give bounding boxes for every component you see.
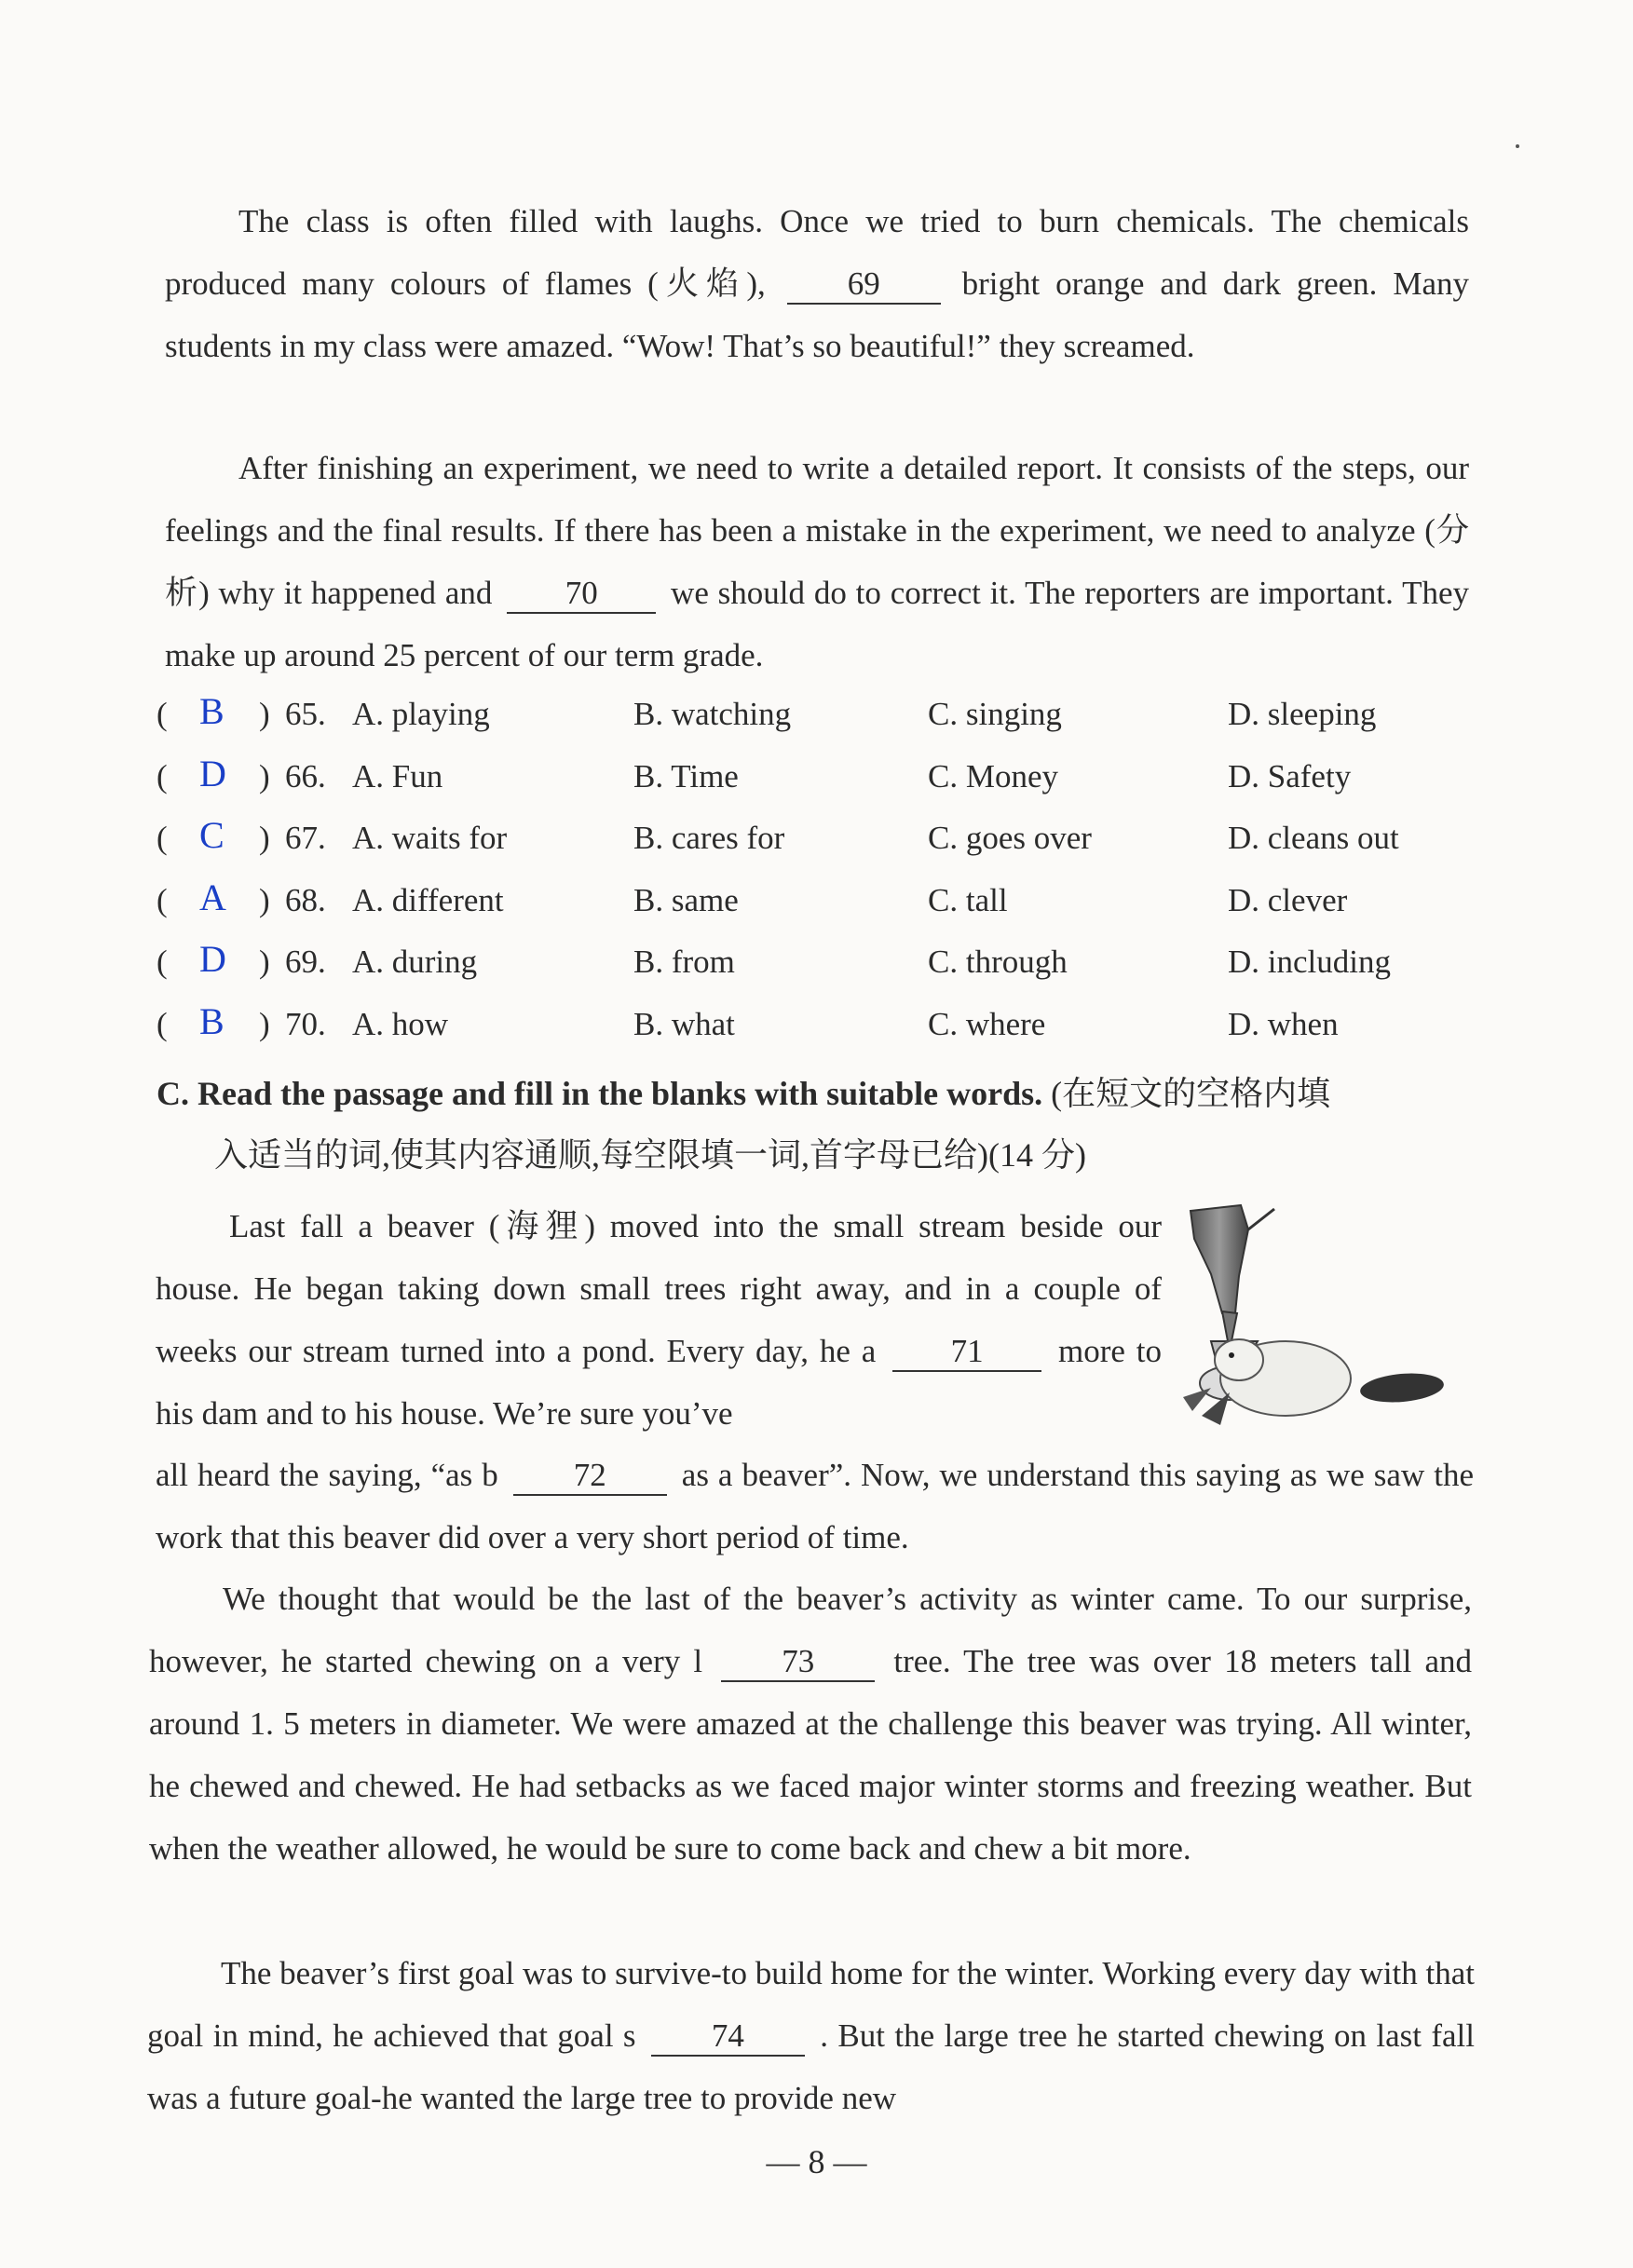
paragraph-text: more to his dam and to his house. We’re sure you’ve bbox=[156, 1333, 1163, 1432]
section-c-paragraph-1 bbox=[156, 1195, 1162, 1445]
answer-paren-open: ( bbox=[156, 1006, 168, 1042]
answer-paren-close: ) bbox=[259, 820, 270, 856]
blank-69[interactable]: 69 bbox=[787, 265, 941, 305]
option-b[interactable]: B. cares for bbox=[633, 820, 785, 856]
section-instruction: Read the passage and fill in the blanks with suitable words. bbox=[197, 1075, 1043, 1112]
option-a[interactable]: A. how bbox=[352, 1006, 449, 1042]
question-row-66 bbox=[156, 754, 1461, 799]
page-number: — 8 — bbox=[766, 2143, 867, 2180]
paragraph-text: We thought that would be the last of the beaver’s activity as winter came. To our surprise, however, he started chewing on a very l bbox=[149, 1581, 1472, 1679]
initial-letter: a bbox=[861, 1333, 877, 1369]
option-b[interactable]: B. from bbox=[633, 944, 735, 980]
option-d[interactable]: D. sleeping bbox=[1228, 696, 1377, 732]
paragraph-text: as a beaver”. Now, we understand this saying as we saw the work that this beaver did over a very short period of time. bbox=[156, 1457, 1474, 1555]
option-b[interactable]: B. Time bbox=[633, 758, 739, 794]
section-label: C. bbox=[156, 1075, 189, 1112]
question-number: 66. bbox=[285, 758, 326, 794]
question-row-67 bbox=[156, 816, 1461, 861]
option-a[interactable]: A. waits for bbox=[352, 820, 508, 856]
answer-mark[interactable]: D bbox=[199, 938, 226, 980]
paragraph-text: After finishing an experiment, we need to write a detailed report. It consists of the steps, our feelings and the final results. If there has been a mistake in the experiment, we need to analyze (分析) why it happened and bbox=[165, 450, 1469, 611]
option-d[interactable]: D. when bbox=[1228, 1006, 1339, 1042]
answer-paren-open: ( bbox=[156, 696, 168, 732]
option-c[interactable]: C. tall bbox=[928, 882, 1008, 918]
blank-71[interactable]: 71 bbox=[892, 1333, 1041, 1372]
paragraph-text: bright orange and dark green. Many students in my class were amazed. “Wow! That’s so beautiful!” they screamed. bbox=[165, 265, 1470, 364]
answer-paren-open: ( bbox=[156, 882, 168, 918]
scan-speck bbox=[1516, 144, 1519, 148]
option-d[interactable]: D. clever bbox=[1228, 882, 1348, 918]
option-b[interactable]: B. same bbox=[633, 882, 739, 918]
blank-74[interactable]: 74 bbox=[651, 2017, 805, 2057]
blank-72[interactable]: 72 bbox=[513, 1457, 667, 1496]
question-row-70 bbox=[156, 1002, 1461, 1047]
option-d[interactable]: D. Safety bbox=[1228, 758, 1352, 794]
answer-paren-open: ( bbox=[156, 944, 168, 980]
option-b[interactable]: B. watching bbox=[633, 696, 792, 732]
option-b[interactable]: B. what bbox=[633, 1006, 735, 1042]
question-number: 68. bbox=[285, 882, 326, 918]
option-c[interactable]: C. Money bbox=[928, 758, 1058, 794]
option-a[interactable]: A. playing bbox=[352, 696, 490, 732]
question-row-68 bbox=[156, 878, 1461, 923]
option-a[interactable]: A. different bbox=[352, 882, 504, 918]
passage-paragraph-2 bbox=[165, 437, 1469, 686]
answer-mark[interactable]: B bbox=[199, 690, 225, 732]
section-c-paragraph-2 bbox=[149, 1568, 1472, 1880]
answer-paren-close: ) bbox=[259, 882, 270, 918]
question-row-65 bbox=[156, 692, 1461, 737]
paragraph-text: The beaver’s first goal was to survive-to build home for the winter. Working every day with that goal in mind, he achieved that goal s bbox=[147, 1955, 1475, 2054]
section-c-paragraph-3 bbox=[147, 1942, 1475, 2129]
section-instruction-cn: 入适当的词,使其内容通顺,每空限填一词,首字母已给)(14 分) bbox=[214, 1136, 1086, 1174]
option-d[interactable]: D. including bbox=[1228, 944, 1391, 980]
answer-mark[interactable]: C bbox=[199, 814, 225, 856]
question-number: 70. bbox=[285, 1006, 326, 1042]
paragraph-text: all heard the saying, “as b bbox=[156, 1457, 498, 1493]
answer-paren-close: ) bbox=[259, 1006, 270, 1042]
option-c[interactable]: C. singing bbox=[928, 696, 1062, 732]
option-d[interactable]: D. cleans out bbox=[1228, 820, 1399, 856]
question-number: 65. bbox=[285, 696, 326, 732]
option-c[interactable]: C. through bbox=[928, 944, 1068, 980]
passage-paragraph-1 bbox=[165, 190, 1469, 377]
answer-mark[interactable]: D bbox=[199, 753, 226, 794]
answer-paren-open: ( bbox=[156, 758, 168, 794]
section-instruction-cn: (在短文的空格内填 bbox=[1051, 1075, 1331, 1112]
paragraph-text: we should do to correct it. The reporters are important. They make up around 25 percent of our term grade. bbox=[165, 575, 1469, 673]
option-a[interactable]: A. Fun bbox=[352, 758, 443, 794]
question-number: 67. bbox=[285, 820, 326, 856]
paragraph-text: tree. The tree was over 18 meters tall and around 1. 5 meters in diameter. We were amazed at the challenge this beaver was trying. All winter, he chewed and chewed. He had setbacks as we faced major winter storms and freezing weather. But when the weather allowed, he would be sure to come back and chew a bit more. bbox=[149, 1643, 1473, 1867]
option-c[interactable]: C. where bbox=[928, 1006, 1046, 1042]
section-c-heading bbox=[156, 1071, 1479, 1116]
section-c-heading-line2 bbox=[214, 1133, 1500, 1177]
answer-paren-close: ) bbox=[259, 758, 270, 794]
paragraph-text: The class is often filled with laughs. Once we tried to burn chemicals. The chemicals produced many colours of flames (火焰), bbox=[165, 203, 1469, 302]
option-c[interactable]: C. goes over bbox=[928, 820, 1092, 856]
option-a[interactable]: A. during bbox=[352, 944, 478, 980]
answer-paren-close: ) bbox=[259, 944, 270, 980]
answer-mark[interactable]: B bbox=[199, 1000, 225, 1042]
question-row-69 bbox=[156, 940, 1461, 985]
blank-73[interactable]: 73 bbox=[721, 1643, 875, 1682]
blank-70[interactable]: 70 bbox=[507, 575, 656, 614]
answer-mark[interactable]: A bbox=[199, 876, 226, 918]
paragraph-text: Last fall a beaver (海狸) moved into the small stream beside our house. He began taking down small trees right away, and in a couple of weeks our stream turned into a pond. Every day, he bbox=[156, 1208, 1162, 1369]
answer-paren-close: ) bbox=[259, 696, 270, 732]
answer-paren-open: ( bbox=[156, 820, 168, 856]
question-number: 69. bbox=[285, 944, 326, 980]
section-c-paragraph-1-cont bbox=[156, 1444, 1474, 1569]
beaver-illustration bbox=[1174, 1202, 1453, 1444]
paragraph-text: . But the large tree he started chewing on last fall was a future goal-he wanted the large tree to provide new bbox=[147, 2017, 1475, 2116]
